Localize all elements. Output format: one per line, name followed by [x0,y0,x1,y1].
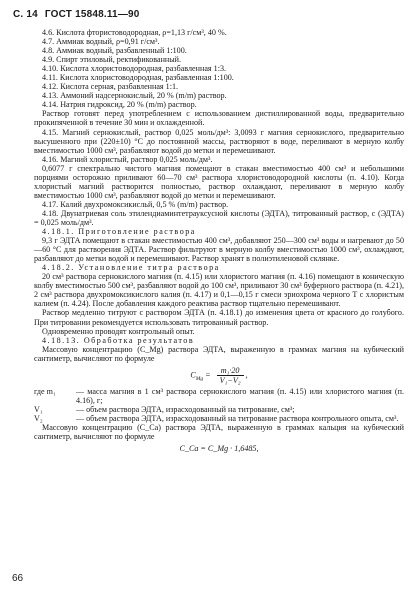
item-4-12: 4.12. Кислота серная, разбавленная 1:1. [42,82,179,92]
formula-c-mg-tail: , [243,370,248,380]
definition-v1 [34,405,404,414]
document-body [34,28,404,455]
definition-symbol: где m₁ [34,386,56,396]
page-header [13,10,140,19]
item-4-6: 4.6. Кислота фтористоводородная, ρ=1,13 г/см³, 40 %. [42,28,227,37]
formula-definitions [34,387,404,423]
definition-text: — масса магния в 1 см³ раствора сернокислого магния (п. 4.15) или хлористого магния (п. 4.16), г; [76,386,404,405]
item-4-18-1-body: 9,3 г ЭДТА помещают в стакан вместимостью 400 см³, добавляют 250—300 см³ воды и нагревают до 50—60 °С для растворения ЭДТА. Раствор фильтруют в мерную колбу вместимостью 1000 см³, охлаждают, разбавляют до метки водой и перемешивают. Раствор хранят в полиэтиленовой склянке. [34,236,404,264]
definition-m1 [34,387,404,405]
formula-c-mg-eq: = [203,370,213,380]
definition-v2 [34,414,404,423]
definition-text: — объем раствора ЭДТА, израсходованный на титрование, см³; [76,404,295,414]
definition-symbol: V₂ [34,413,43,423]
page-number-header: С. 14 [13,9,38,20]
item-4-16-body: 0,6077 г спектрально чистого магния помещают в стакан вместимостью 400 см³ и небольшими порциями осторожно приливают 60—70 см³ раствора хлористоводородной кислоты (п. 4.10). Когда хлористый магний растворится полностью, раствор охлаждают, переливают в мерную колбу вместимостью 1000 см³, разбавляют водой до метки и перемешивают. [34,163,404,200]
formula-c-mg-lhs: C [190,370,196,380]
item-4-17: 4.17. Калий двухромоксикисльй, 0,5 % (m/m) раствор. [42,199,229,209]
item-4-15: 4.15. Магний сернокислый, раствор 0,025 моль/дм³: 3,0093 г магния сернокислого, предварительно высушенного при (220±10) °С до постоянной массы, растворяют в воде, переливают в мерную колбу вместимостью 1000 см³, разбавляют водой до метки и перемешивают. [34,127,404,155]
item-4-18-1-title: 4.18.1. Приготовление раствора [42,227,196,237]
item-4-18-3-title: 4.18.13. Обработка результатов [42,335,195,345]
formula-c-mg-denominator: V₁−V₂ [219,375,241,385]
item-4-16: 4.16. Магний хлористый, раствор 0,025 моль/дм³. [42,154,213,164]
item-4-11: 4.11. Кислота хлористоводородная, разбавленная 1:100. [42,73,234,83]
item-4-7: 4.7. Аммиак водный, ρ=0,91 г/см³. [42,37,160,47]
paragraph-preparation: Раствор готовят перед употреблением с использованием дистиллированной воды, предварительно прокипяченной в течение 30 мин и охлажденной. [34,109,404,128]
formula-c-mg-numerator: m₁·20 [217,366,244,376]
paragraph-control: Одновременно проводят контрольный опыт. [42,326,195,336]
formula-c-mg-lhs-sub: Mg [195,375,204,382]
standard-title: ГОСТ 15848.11—90 [44,9,140,20]
item-4-18: 4.18. Двунатриевая соль этилендиаминтетрауксусной кислоты (ЭДТА), титрованный раствор, с (ЭДТА) = 0,025 моль/дм³. [34,208,404,227]
item-4-9: 4.9. Спирт этиловый, ректификованный. [42,55,182,65]
item-4-10: 4.10. Кислота хлористоводородная, разбавленная 1:3. [42,64,227,74]
item-4-14: 4.14. Натрия гидроксид, 20 % (m/m) раствор. [42,100,197,110]
definition-text: — объем раствора ЭДТА, израсходованный на титрование раствора контрольного опыта, см³. [76,413,399,423]
page-footer-number: 66 [12,573,24,584]
formula-c-mg [34,366,404,385]
item-4-18-2-title: 4.18.2. Установление титра раствора [42,263,220,273]
formula-c-ca: C_Ca = C_Mg · 1,6485, [179,444,259,454]
item-4-13: 4.13. Аммоний надсернокислый, 20 % (m/m) раствор. [42,91,227,101]
definition-symbol: V₁ [34,404,43,414]
formula-c-mg-fraction [217,366,244,385]
paragraph-mass-concentration-ca: Массовую концентрацию (C_Ca) раствора ЭДТА, выраженную в граммах кальция на кубический сантиметр, вычисляют по формуле [34,423,404,442]
item-4-18-2-body: 20 см³ раствора сернокислого магния (п. 4.15) или хлористого магния (п. 4.16) помещают в коническую колбу вместимостью 500 см³, разбавляют водой до 100 см³, приливают 30 см³ буферного раствора (п. 4.21), 2 см³ раствора двухромоксикислого калия (п. 4.17) и 0,1—0,15 г смеси эриохрома черного Т с хлористым калием (п. 4.24). После добавления каждого реактива раствор тщательно перемешивают. [34,272,404,309]
paragraph-mass-concentration-mg: Массовую концентрацию (C_Mg) раствора ЭДТА, выраженную в граммах магния на кубический сантиметр, вычисляют по формуле [34,344,404,363]
paragraph-titration: Раствор медленно титруют с раствором ЭДТА (п. 4.18.1) до изменения цвета от красного до голубого. При титровании рекомендуется использовать титрованный раствор. [34,308,404,327]
item-4-8: 4.8. Аммиак водный, разбавленный 1:100. [42,46,187,56]
